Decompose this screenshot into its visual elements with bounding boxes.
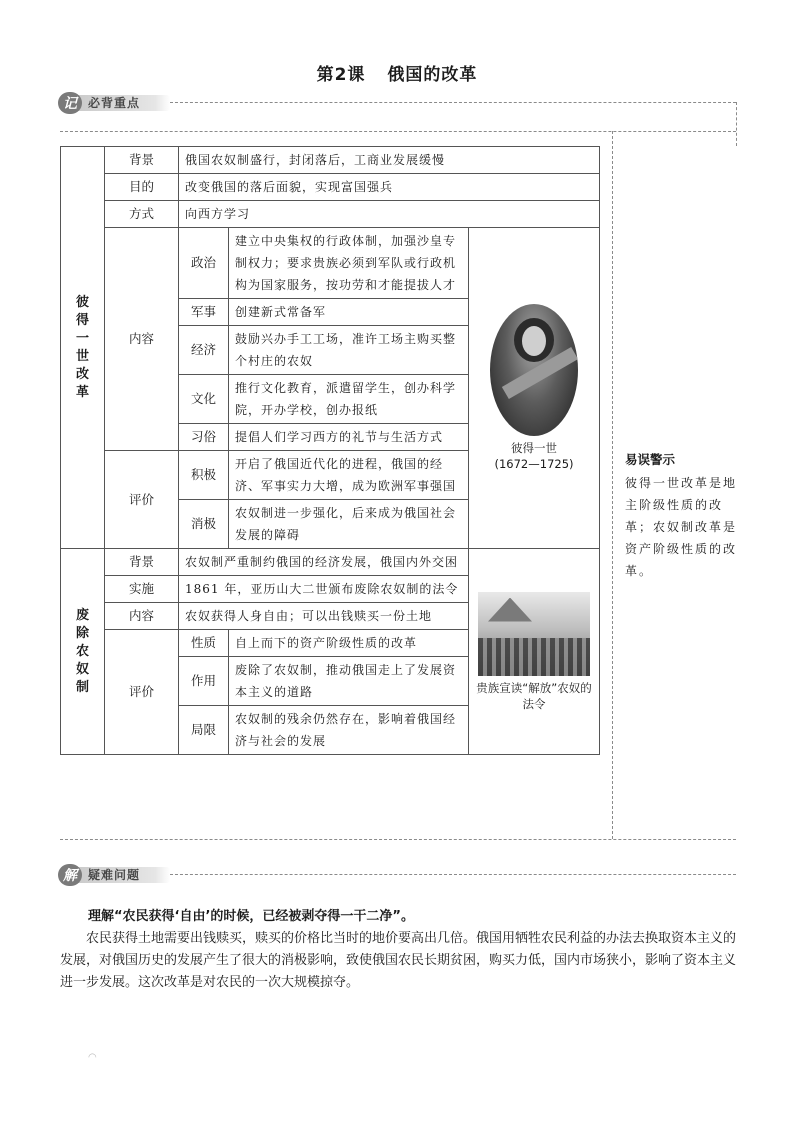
peter-content-customs: 提倡人们学习西方的礼节与生活方式	[229, 424, 469, 451]
answer-paragraph: 农民获得土地需要出钱赎买，赎买的价格比当时的地价要高出几倍。俄国用牺牲农民利益的办法去换取资本主义的发展，对俄国历史的发展产生了很大的消极影响，致使俄国农民长期贫困，购买力低，国内市场狭小，影响了资本主义进一步发展。这次改革是对农民的一次大规模掠夺。	[60, 931, 737, 990]
reform-table	[60, 146, 600, 755]
serfdom-eval-limitation: 农奴制的残余仍然存在，影响着俄国经济与社会的发展	[229, 706, 469, 755]
difficult-label: 疑难问题	[88, 868, 141, 882]
question-text: 理解“农民获得‘自由’的时候，已经被剥夺得一干二净”。	[88, 909, 414, 924]
category-serfdom: 废除农奴制	[61, 549, 105, 755]
memorize-badge-icon: 记	[58, 92, 82, 114]
portrait-caption-name: 彼得一世	[511, 441, 557, 455]
row-label: 背景	[105, 147, 179, 174]
category-peter: 彼得一世改革	[61, 147, 105, 549]
sub-label: 消极	[179, 500, 229, 549]
peter-background: 俄国农奴制盛行，封闭落后，工商业发展缓慢	[179, 147, 600, 174]
sidebar-title: 易误警示	[625, 452, 676, 467]
sub-label: 作用	[179, 657, 229, 706]
peter-portrait-cell	[469, 228, 600, 549]
peter-method: 向西方学习	[179, 201, 600, 228]
row-label: 评价	[105, 451, 179, 549]
row-label: 目的	[105, 174, 179, 201]
row-label: 评价	[105, 630, 179, 755]
peter-content-politics: 建立中央集权的行政体制，加强沙皇专制权力；要求贵族必须到军队或行政机构为国家服务，按功劳和才能提拔人才	[229, 228, 469, 299]
sub-label: 积极	[179, 451, 229, 500]
row-label: 内容	[105, 603, 179, 630]
memorize-label: 必背重点	[88, 96, 141, 110]
serfdom-eval-effect: 废除了农奴制，推动俄国走上了发展资本主义的道路	[229, 657, 469, 706]
sub-label: 局限	[179, 706, 229, 755]
divider	[60, 131, 736, 132]
sub-label: 习俗	[179, 424, 229, 451]
page-mark: ◠	[88, 1052, 97, 1063]
engraving-caption: 贵族宣读“解放”农奴的法令	[476, 680, 592, 711]
row-label: 内容	[105, 228, 179, 451]
peter-content-military: 创建新式常备军	[229, 299, 469, 326]
peter-portrait-image	[490, 304, 578, 436]
difficult-badge-icon: 解	[58, 864, 82, 886]
peter-content-culture: 推行文化教育，派遣留学生，创办科学院，开办学校，创办报纸	[229, 375, 469, 424]
sub-label: 经济	[179, 326, 229, 375]
peter-content-economy: 鼓励兴办手工工场，准许工场主购买整个村庄的农奴	[229, 326, 469, 375]
row-label: 方式	[105, 201, 179, 228]
serfdom-eval-nature: 自上而下的资产阶级性质的改革	[229, 630, 469, 657]
lesson-name: 俄国的改革	[387, 65, 478, 85]
peter-eval-positive: 开启了俄国近代化的进程，俄国的经济、军事实力大增，成为欧洲军事强国	[229, 451, 469, 500]
decree-image-cell	[469, 549, 600, 755]
peter-eval-negative: 农奴制进一步强化，后来成为俄国社会发展的障碍	[229, 500, 469, 549]
divider	[736, 102, 737, 146]
divider	[60, 839, 736, 840]
sub-label: 文化	[179, 375, 229, 424]
sub-label: 政治	[179, 228, 229, 299]
serfdom-background: 农奴制严重制约俄国的经济发展，俄国内外交困	[179, 549, 469, 576]
row-label: 背景	[105, 549, 179, 576]
serfdom-content: 农奴获得人身自由；可以出钱赎买一份土地	[179, 603, 469, 630]
section-memorize-banner	[58, 92, 170, 114]
divider	[170, 874, 736, 875]
divider	[612, 131, 613, 839]
row-label: 实施	[105, 576, 179, 603]
divider	[170, 102, 736, 103]
serfdom-implementation: 1861 年，亚历山大二世颁布废除农奴制的法令	[179, 576, 469, 603]
sidebar-text: 彼得一世改革是地主阶级性质的改革；农奴制改革是资产阶级性质的改革。	[625, 476, 738, 578]
sub-label: 军事	[179, 299, 229, 326]
section-difficult-banner	[58, 864, 170, 886]
page-title	[0, 60, 794, 85]
peter-goal: 改变俄国的落后面貌，实现富国强兵	[179, 174, 600, 201]
decree-engraving-image	[478, 592, 590, 676]
portrait-caption-years: (1672—1725)	[494, 457, 574, 471]
sub-label: 性质	[179, 630, 229, 657]
lesson-number: 第2课	[316, 65, 366, 85]
